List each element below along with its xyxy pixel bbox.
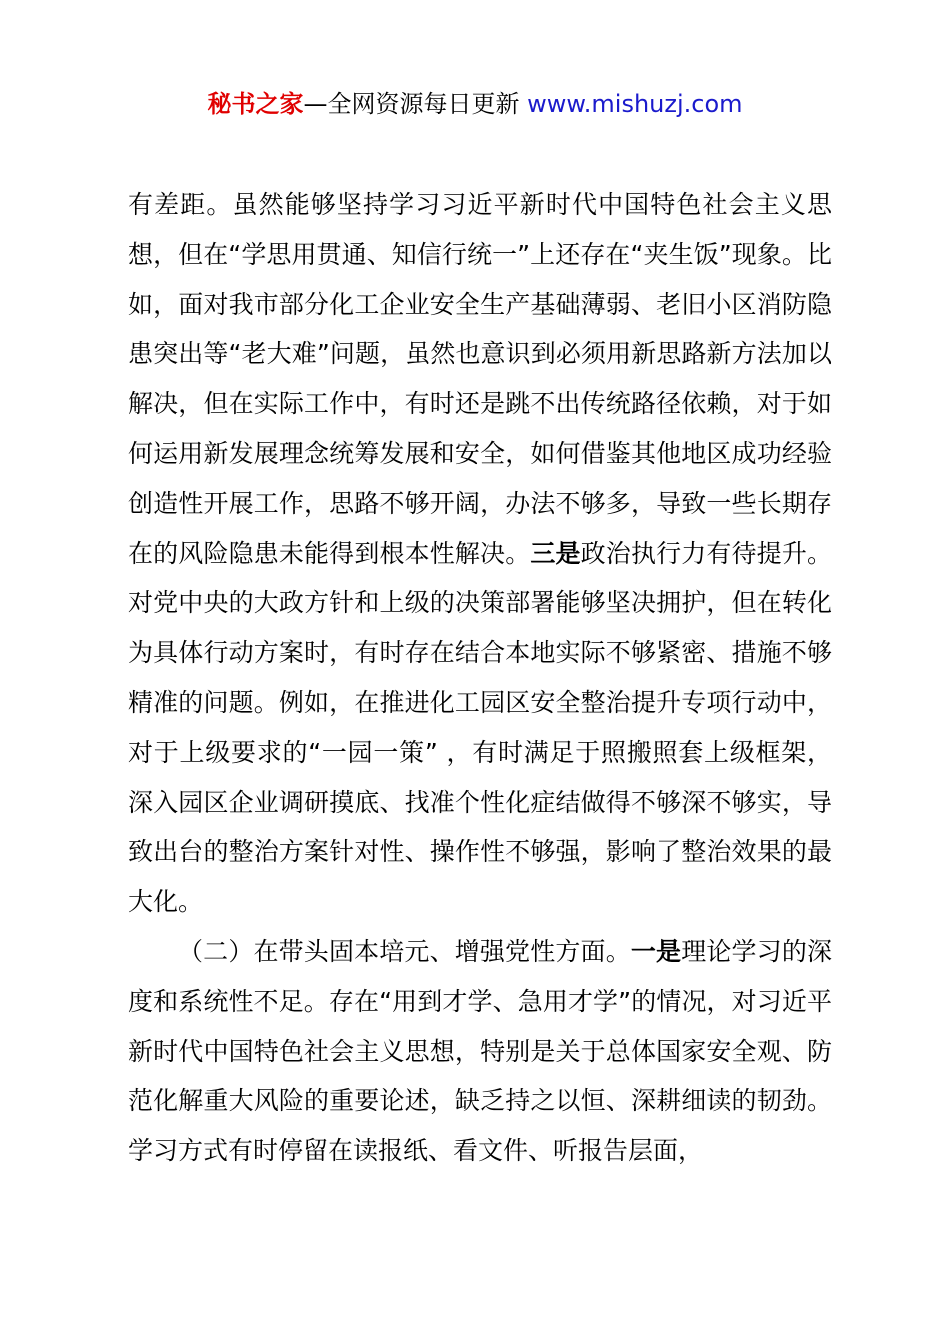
paragraph-1 (128, 180, 832, 927)
paragraph-2 (128, 927, 832, 1176)
paragraph-1-text-b: 政治执行力有待提升。对党中央的大政方针和上级的决策部署能够坚决拥护，但在转化为具体行动方案时，有时存在结合本地实际不够紧密、措施不够精准的问题。例如，在推进化工园区安全整治提升专项行动中，对于上级要求的“一园一策” ，有时满足于照搬照套上级框架，深入园区企业调研摸底、找准个性化症结做得不够深不够实，导致出台的整治方案针对性、操作性不够强，影响了整治效果的最大化。 (128, 538, 832, 917)
paragraph-1-text-a: 有差距。虽然能够坚持学习习近平新时代中国特色社会主义思想，但在“学思用贯通、知信行统一”上还存在“夹生饭”现象。比如，面对我市部分化工企业安全生产基础薄弱、老旧小区消防隐患突出等“老大难”问题，虽然也意识到必须用新思路新方法加以解决，但在实际工作中，有时还是跳不出传统路径依赖，对于如何运用新发展理念统筹发展和安全，如何借鉴其他地区成功经验创造性开展工作，思路不够开阔，办法不够多，导致一些长期存在的风险隐患未能得到根本性解决。 (128, 190, 832, 568)
brand-name: 秘书之家 (207, 90, 304, 118)
header-slogan: —全网资源每日更新 (303, 90, 520, 118)
document-body (128, 180, 832, 1176)
paragraph-2-text-a: （二）在带头固本培元、增强党性方面。 (178, 936, 631, 966)
paragraph-1-bold-marker: 三是 (530, 538, 581, 568)
paragraph-2-bold-marker: 一是 (630, 936, 682, 966)
site-url[interactable]: www.mishuzj.com (527, 90, 743, 118)
paragraph-2-text-b: 理论学习的深度和系统性不足。存在“用到才学、急用才学”的情况，对习近平新时代中国特色社会主义思想，特别是关于总体国家安全观、防范化解重大风险的重要论述，缺乏持之以恒、深耕细读的韧劲。学习方式有时停留在读报纸、看文件、听报告层面， (128, 936, 832, 1166)
page-header (0, 86, 950, 122)
